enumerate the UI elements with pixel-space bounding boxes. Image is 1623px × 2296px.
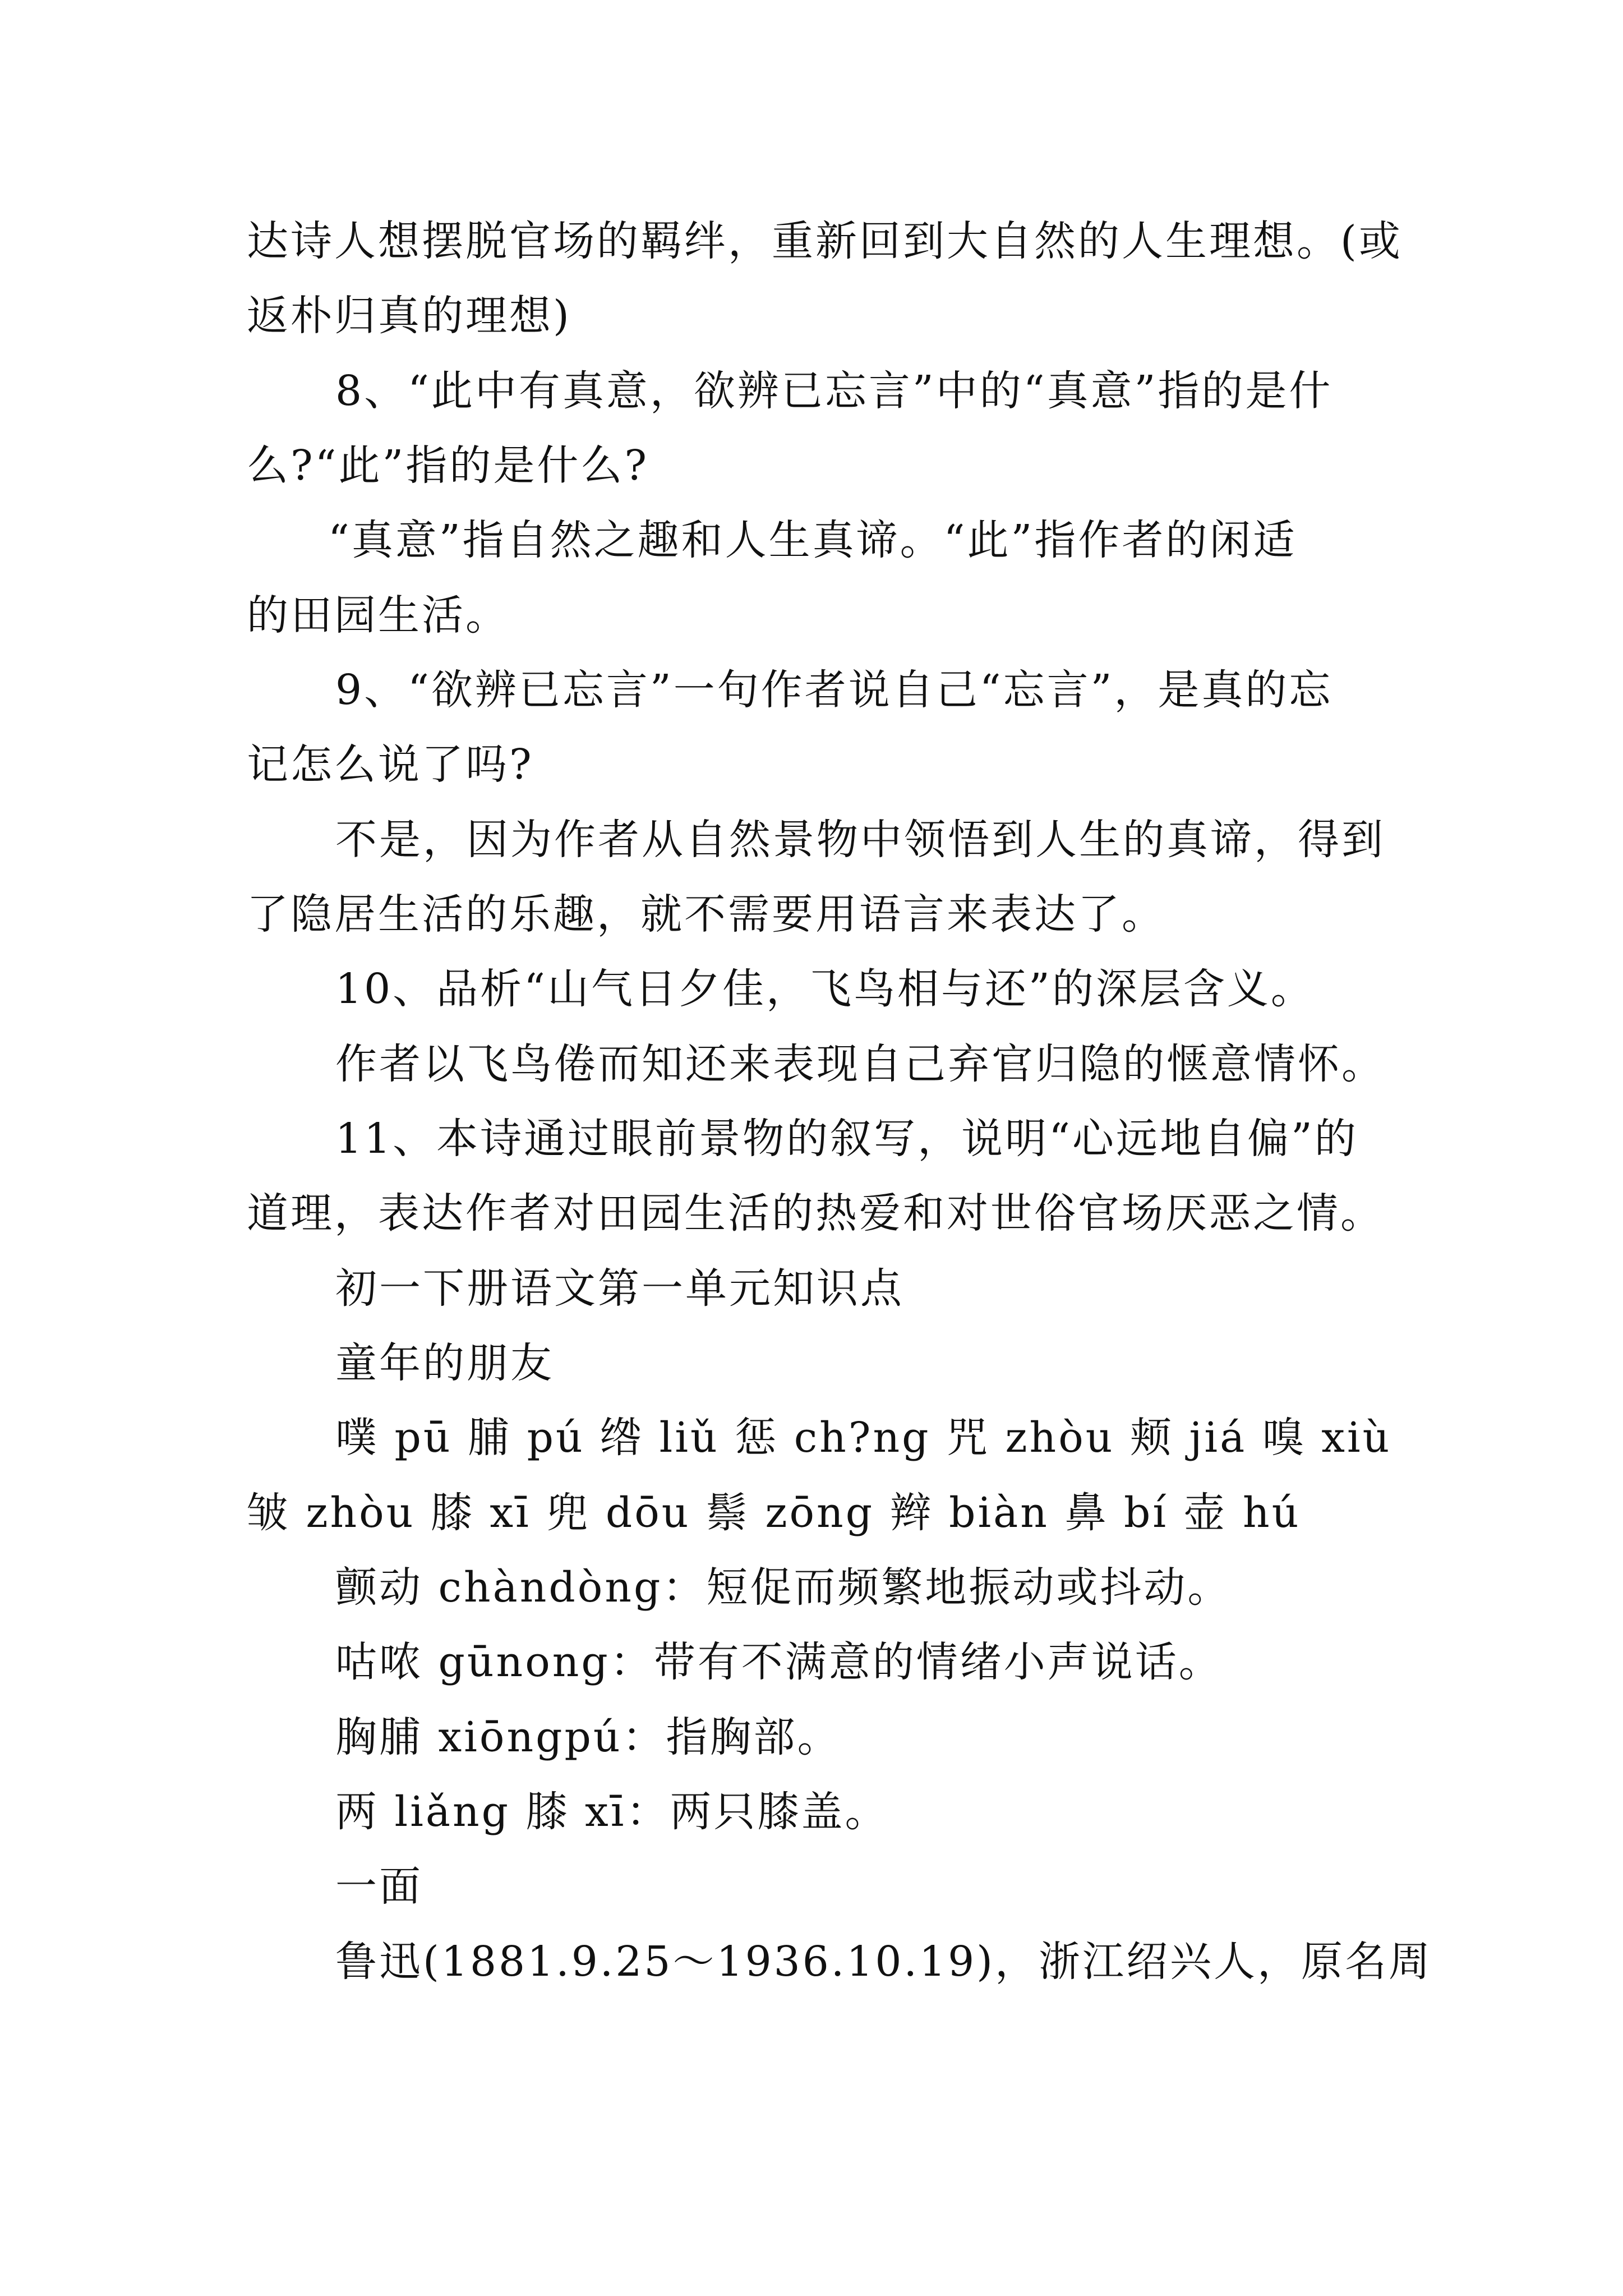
pinyin-line: 噗 pū 脯 pú 绺 liǔ 惩 ch?ng 咒 zhòu 颊 jiá 嗅 xiù xyxy=(335,1414,1392,1462)
text-line: 作者以飞鸟倦而知还来表现自己弃官归隐的惬意情怀。 xyxy=(335,1040,1385,1088)
vocab-line: 颤动 chàndòng：短促而频繁地振动或抖动。 xyxy=(335,1563,1232,1612)
text-line: 返朴归真的理想) xyxy=(247,292,571,340)
vocab-line: 两 liǎng 膝 xī：两只膝盖。 xyxy=(335,1788,889,1836)
text-line: 达诗人想摆脱官场的羁绊，重新回到大自然的人生理想。(或 xyxy=(247,217,1403,265)
vocab-line: 咕哝 gūnong：带有不满意的情绪小声说话。 xyxy=(335,1638,1223,1686)
text-line: 么?“此”指的是什么? xyxy=(247,441,649,490)
text-line: 道理，表达作者对田园生活的热爱和对世俗官场厌恶之情。 xyxy=(247,1189,1384,1237)
text-line: “真意”指自然之趣和人生真谛。“此”指作者的闲适 xyxy=(328,516,1297,564)
section-heading: 初一下册语文第一单元知识点 xyxy=(335,1264,904,1313)
text-line: 11、本诗通过眼前景物的叙写，说明“心远地自偏”的 xyxy=(335,1115,1358,1163)
section-heading: 童年的朋友 xyxy=(335,1339,554,1387)
text-line: 9、“欲辨已忘言”一句作者说自己“忘言”，是真的忘 xyxy=(335,666,1333,714)
section-heading: 一面 xyxy=(335,1862,423,1911)
text-line: 的田园生活。 xyxy=(247,591,509,639)
vocab-line: 胸脯 xiōngpú：指胸部。 xyxy=(335,1713,841,1761)
text-line: 10、品析“山气日夕佳，飞鸟相与还”的深层含义。 xyxy=(335,965,1315,1013)
pinyin-line: 皱 zhòu 膝 xī 兜 dōu 鬃 zōng 辫 biàn 鼻 bí 壶 hú xyxy=(247,1489,1301,1537)
text-line: 不是，因为作者从自然景物中领悟到人生的真谛，得到 xyxy=(335,816,1385,864)
text-line: 了隐居生活的乐趣，就不需要用语言来表达了。 xyxy=(247,890,1165,938)
text-line: 记怎么说了吗? xyxy=(247,740,534,789)
text-line: 鲁迅(1881.9.25～1936.10.19)，浙江绍兴人，原名周 xyxy=(335,1938,1433,1986)
text-line: 8、“此中有真意，欲辨已忘言”中的“真意”指的是什 xyxy=(335,367,1333,415)
